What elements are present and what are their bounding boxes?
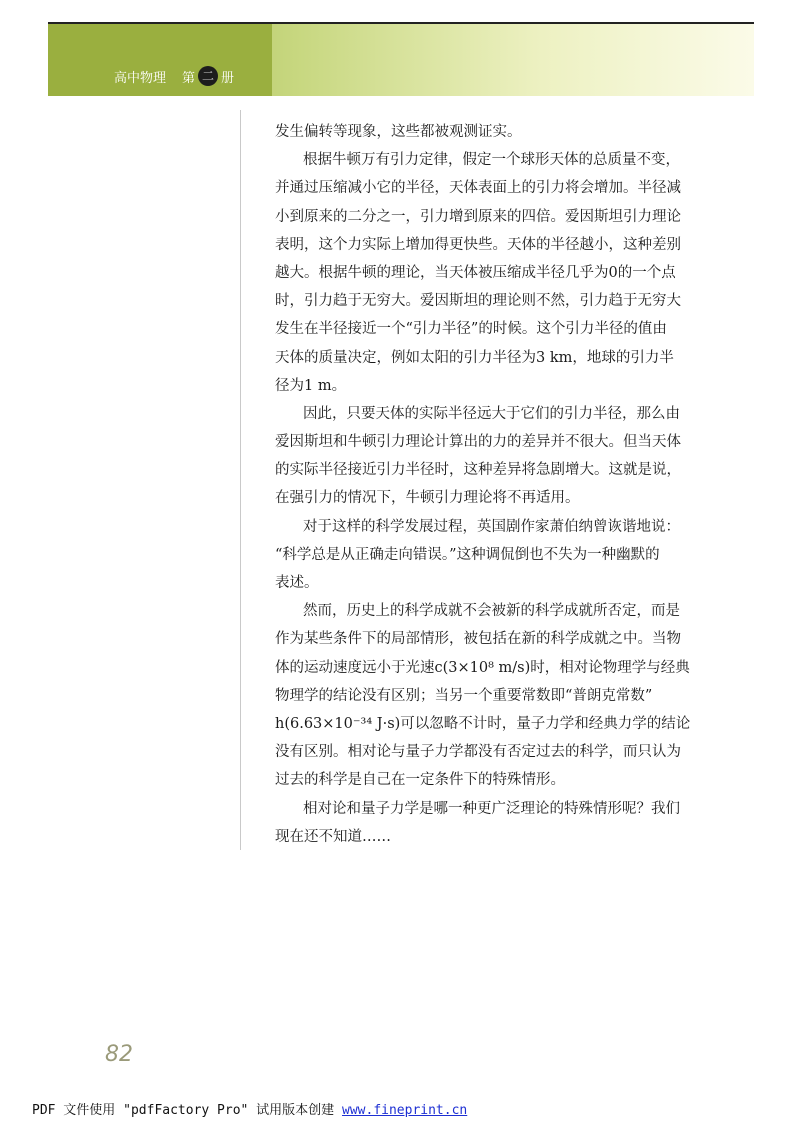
paragraph-line: “科学总是从正确走向错误。”这种调侃倒也不失为一种幽默的	[275, 546, 660, 563]
paragraph-line: 对于这样的科学发展过程，英国剧作家萧伯纳曾诙谐地说：	[303, 518, 680, 535]
footer-link[interactable]: www.fineprint.cn	[342, 1103, 468, 1118]
paragraph-line: 然而，历史上的科学成就不会被新的科学成就所否定，而是	[303, 603, 680, 620]
footer-text: PDF 文件使用 "pdfFactory Pro" 试用版本创建	[32, 1103, 343, 1118]
paragraph-line: 表明，这个力实际上增加得更快些。天体的半径越小，这种差别	[275, 236, 681, 253]
paragraph-line: 根据牛顿万有引力定律，假定一个球形天体的总质量不变，	[303, 152, 680, 169]
paragraph-line: 并通过压缩减小它的半径，天体表面上的引力将会增加。半径减	[275, 180, 681, 197]
paragraph-line: 爱因斯坦和牛顿引力理论计算出的力的差异并不很大。但当天体	[275, 434, 681, 451]
book-title: 高中物理	[114, 70, 167, 86]
page-number: 82	[105, 1042, 133, 1067]
paragraph-line: 相对论和量子力学是哪一种更广泛理论的特殊情形呢？我们	[303, 800, 680, 817]
paragraph-line: 的实际半径接近引力半径时，这种差异将急剧增大。这就是说，	[275, 462, 681, 479]
volume-badge: 二	[198, 66, 218, 86]
paragraph-line: 天体的质量决定，例如太阳的引力半径为3 km，地球的引力半	[275, 349, 674, 366]
paragraph-line: 表述。	[275, 575, 319, 591]
paragraph-line: h(6.63×10⁻³⁴ J·s)可以忽略不计时，量子力学和经典力学的结论	[275, 715, 691, 732]
paragraph-line: 作为某些条件下的局部情形，被包括在新的科学成就之中。当物	[275, 631, 681, 648]
paragraph-line: 发生偏转等现象，这些都被观测证实。	[275, 124, 522, 140]
paragraph-line: 体的运动速度远小于光速c(3×10⁸ m/s)时，相对论物理学与经典	[275, 659, 690, 676]
paragraph-line: 时，引力趋于无穷大。爱因斯坦的理论则不然，引力趋于无穷大	[275, 293, 681, 310]
margin-rule	[240, 110, 241, 850]
header-top-rule	[48, 22, 754, 24]
paragraph-line: 越大。根据牛顿的理论，当天体被压缩成半径几乎为0的一个点	[275, 264, 676, 281]
paragraph-line: 现在还不知道……	[275, 828, 391, 845]
paragraph-line: 径为1 m。	[275, 377, 347, 394]
volume-prefix: 第	[182, 70, 196, 86]
paragraph-line: 没有区别。相对论与量子力学都没有否定过去的科学，而只认为	[275, 744, 681, 761]
paragraph-line: 因此，只要天体的实际半径远大于它们的引力半径，那么由	[303, 405, 680, 422]
pdf-footer	[32, 1099, 467, 1118]
running-head	[114, 66, 234, 86]
paragraph-line: 在强引力的情况下，牛顿引力理论将不再适用。	[275, 490, 580, 507]
paragraph-line: 发生在半径接近一个“引力半径”的时候。这个引力半径的值由	[275, 321, 667, 338]
volume-suffix: 册	[221, 70, 235, 86]
body-text	[275, 118, 722, 851]
paragraph-line: 小到原来的二分之一，引力增到原来的四倍。爱因斯坦引力理论	[275, 208, 681, 225]
paragraph-line: 过去的科学是自己在一定条件下的特殊情形。	[275, 772, 565, 789]
paragraph-line: 物理学的结论没有区别；当另一个重要常数即“普朗克常数”	[275, 687, 653, 704]
